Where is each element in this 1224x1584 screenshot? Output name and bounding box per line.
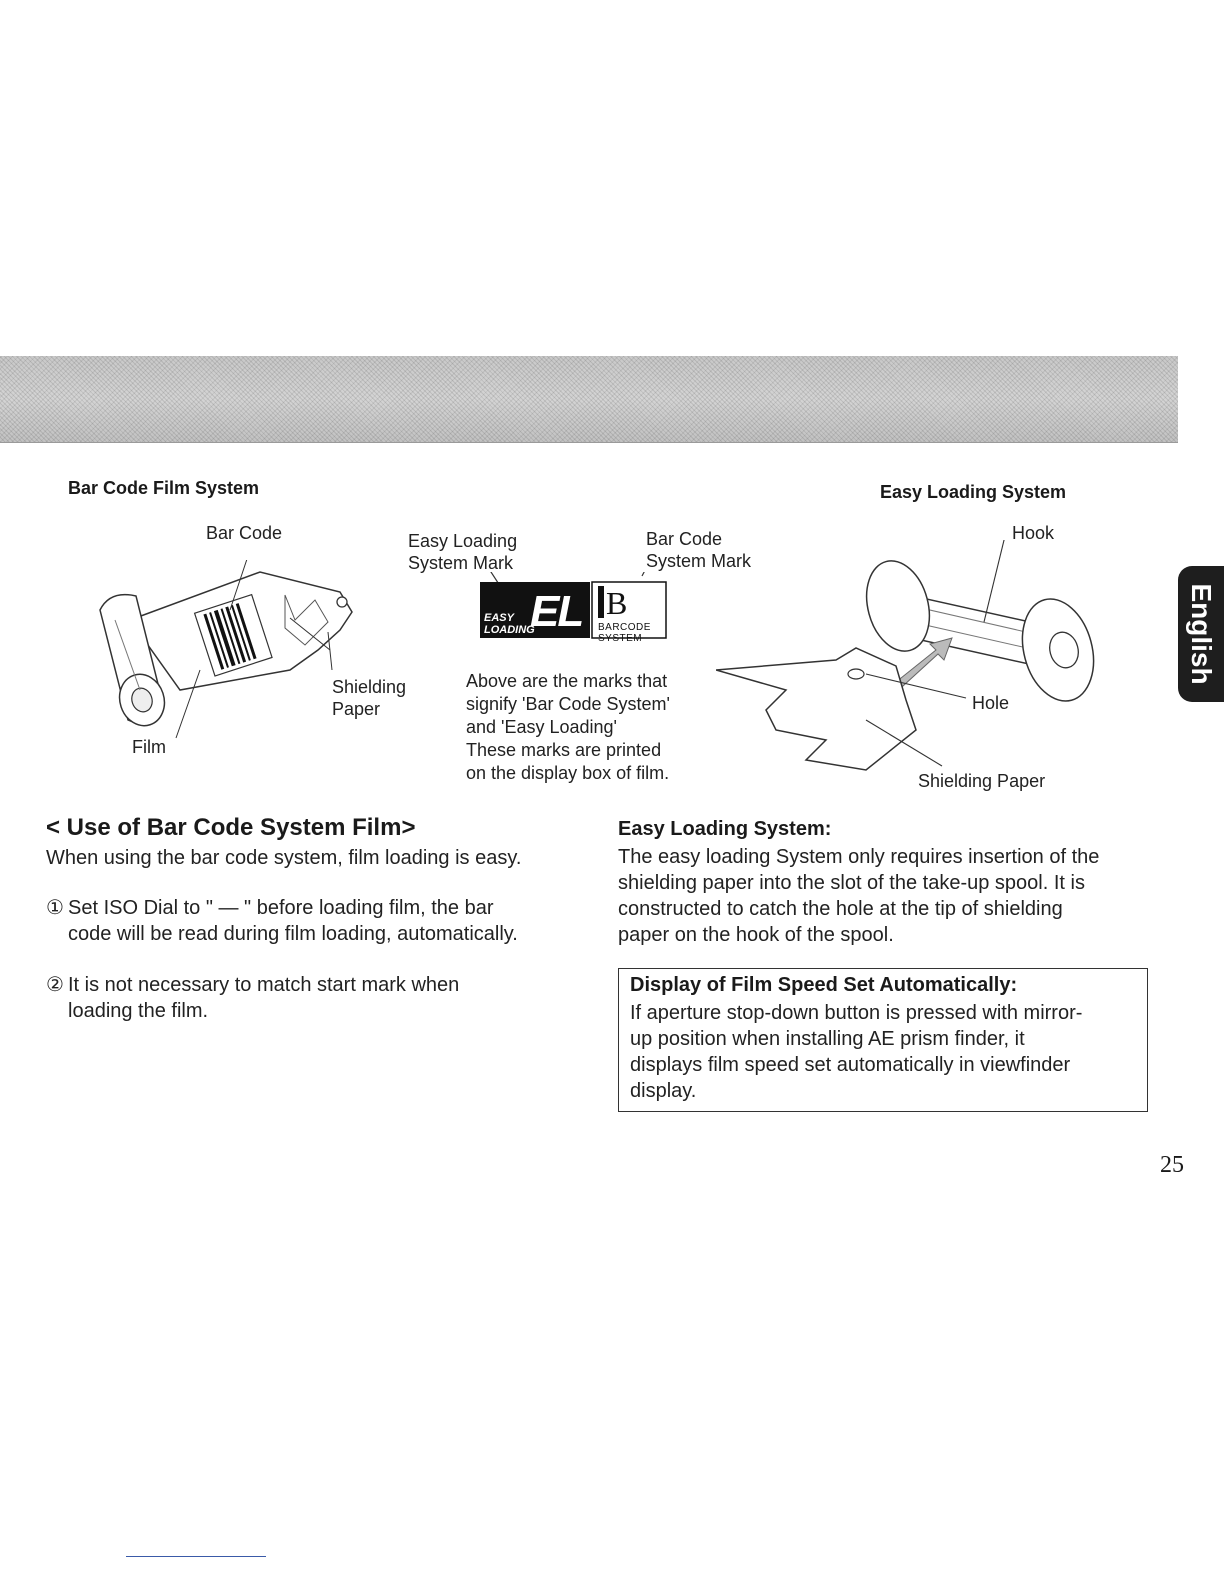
shielding-paper-label: Shielding Paper [332, 677, 407, 719]
barcode-logo-bar [598, 586, 604, 618]
step-2-text: It is not necessary to match start mark when loading the film. [68, 974, 460, 1022]
hole-label: Hole [972, 693, 1010, 713]
bar-code-mark-label: Bar Code System Mark [646, 529, 752, 571]
footer-line [126, 1556, 266, 1557]
step-1-marker: ① [46, 897, 64, 919]
easy-loading-body: The easy loading System only requires insertion of the shielding paper into the slot of the take-up spool. It is constructed to catch the hole at the tip of shielding paper on the hook of the spool. [618, 846, 1100, 946]
easy-loading-system-title: Easy Loading System [880, 482, 1067, 502]
language-tab-label: English [1186, 583, 1217, 685]
bar-code-film-title: Bar Code Film System [68, 478, 260, 498]
header-band [0, 356, 1178, 443]
language-tab [1178, 566, 1224, 702]
marks-caption: Above are the marks that signify 'Bar Code System' and 'Easy Loading' These marks are printed on the display box of film. [466, 671, 670, 783]
easy-loading-logo-small-text: EASY LOADING [484, 612, 535, 636]
info-box-body: If aperture stop-down button is pressed with mirror- up position when installing AE prism finder, it displays film speed set automatically in viewfinder display. [630, 1002, 1083, 1102]
film-label: Film [132, 737, 166, 757]
hook-label: Hook [1012, 523, 1055, 543]
easy-loading-logo: EL [530, 587, 583, 636]
info-box-heading: Display of Film Speed Set Automatically: [630, 974, 1018, 996]
barcode-system-logo-text: BARCODE SYSTEM [598, 622, 651, 644]
barcode-system-logo: B [606, 585, 628, 621]
section-heading-bar-code-use: < Use of Bar Code System Film> [46, 814, 416, 841]
take-up-spool-illustration [716, 540, 1116, 790]
section-intro: When using the bar code system, film loading is easy. [46, 847, 522, 869]
bar-code-label: Bar Code [206, 523, 283, 543]
page-number: 25 [1160, 1152, 1184, 1178]
step-2-marker: ② [46, 974, 64, 996]
shielding-paper-right-label: Shielding Paper [918, 771, 1046, 791]
easy-loading-mark-label: Easy Loading System Mark [408, 531, 518, 573]
step-1-text: Set ISO Dial to " — " before loading film, the bar code will be read during film loading, automatically. [68, 897, 518, 945]
film-cartridge-illustration [90, 560, 390, 760]
section-heading-easy-loading: Easy Loading System: [618, 818, 832, 840]
